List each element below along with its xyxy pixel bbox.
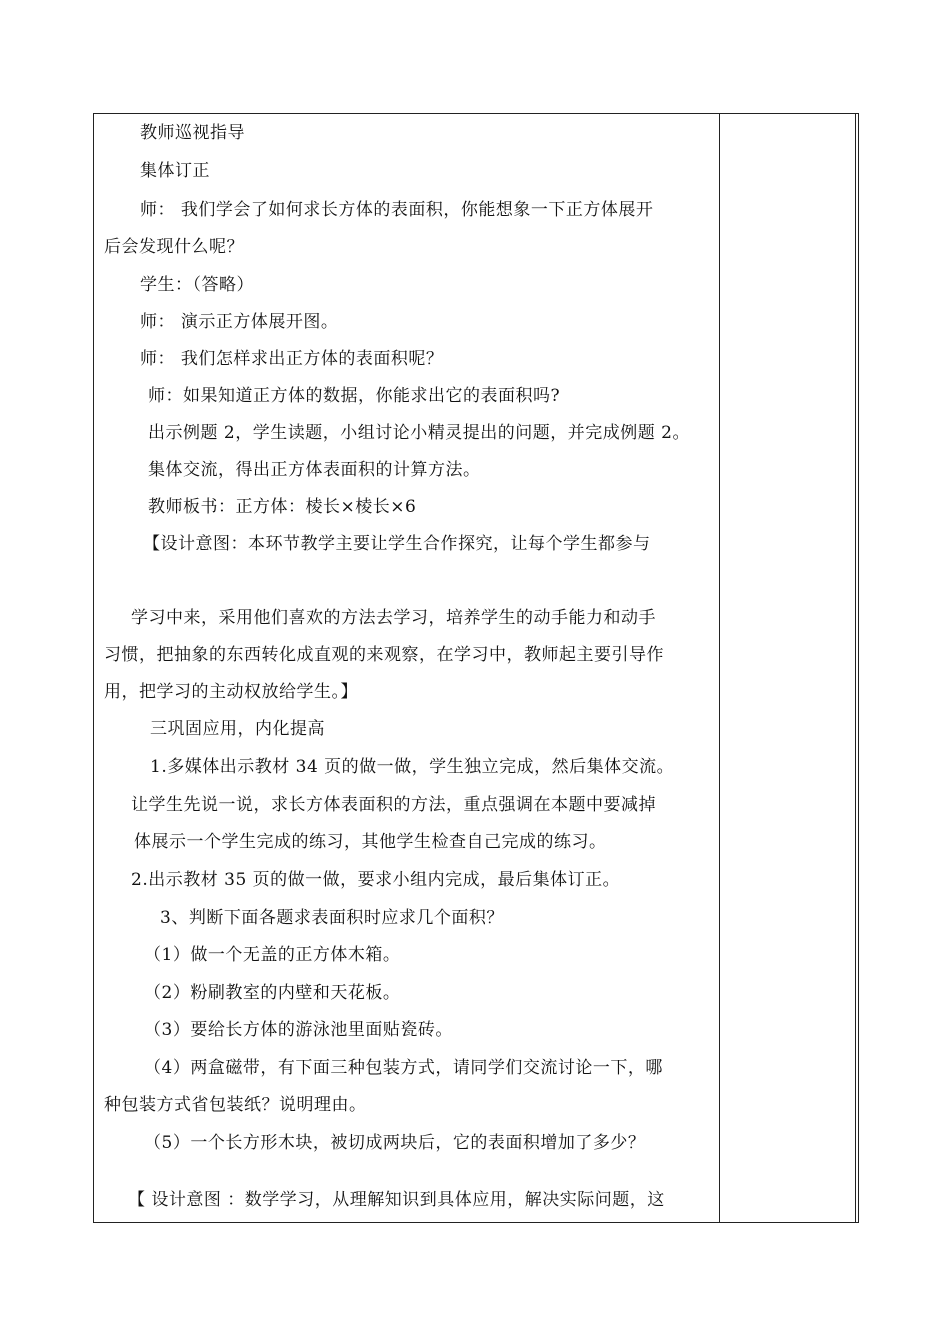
text-line: 三巩固应用，内化提高 bbox=[150, 719, 325, 739]
text-line: 师： 我们学会了如何求长方体的表面积，你能想象一下正方体展开 bbox=[140, 200, 654, 220]
text-line: 师： 我们怎样求出正方体的表面积呢？ bbox=[140, 349, 444, 369]
text-line: （5）一个长方形木块，被切成两块后，它的表面积增加了多少？ bbox=[144, 1133, 646, 1153]
lesson-table bbox=[93, 113, 859, 1223]
text-line: （3）要给长方体的游泳池里面贴瓷砖。 bbox=[144, 1020, 453, 1040]
text-line: 集体交流，得出正方体表面积的计算方法。 bbox=[148, 460, 481, 480]
text-line: 1.多媒体出示教材 34 页的做一做，学生独立完成，然后集体交流。 bbox=[150, 757, 675, 777]
text-line: 习惯，把抽象的东西转化成直观的来观察，在学习中，教师起主要引导作 bbox=[104, 645, 664, 665]
column-divider bbox=[719, 114, 720, 1222]
text-line: （2）粉刷教室的内壁和天花板。 bbox=[144, 983, 401, 1003]
text-line: （4）两盒磁带，有下面三种包装方式，请同学们交流讨论一下，哪 bbox=[144, 1058, 663, 1078]
text-line: （1）做一个无盖的正方体木箱。 bbox=[144, 945, 401, 965]
text-line: 【设计意图：本环节教学主要让学生合作探究，让每个学生都参与 bbox=[143, 534, 651, 554]
text-line: 教师巡视指导 bbox=[140, 123, 245, 143]
text-line: 2.出示教材 35 页的做一做，要求小组内完成，最后集体订正。 bbox=[131, 870, 621, 890]
text-line: 集体订正 bbox=[140, 161, 210, 181]
text-line: 种包装方式省包装纸？说明理由。 bbox=[104, 1095, 367, 1115]
text-line: 师： 演示正方体展开图。 bbox=[140, 312, 339, 332]
text-line: 教师板书：正方体：棱长×棱长×6 bbox=[148, 497, 417, 517]
text-line: 让学生先说一说，求长方体表面积的方法，重点强调在本题中要减掉 bbox=[131, 795, 656, 815]
text-line: 后会发现什么呢？ bbox=[104, 237, 244, 257]
text-line: 师：如果知道正方体的数据，你能求出它的表面积吗? bbox=[148, 386, 561, 406]
text-line: 学习中来，采用他们喜欢的方法去学习，培养学生的动手能力和动手 bbox=[131, 608, 656, 628]
text-line: 出示例题 2，学生读题，小组讨论小精灵提出的问题，并完成例题 2。 bbox=[148, 423, 690, 443]
text-line: 【 设计意图 ：数学学习，从理解知识到具体应用，解决实际问题，这 bbox=[128, 1190, 665, 1210]
text-line: 用，把学习的主动权放给学生。】 bbox=[104, 682, 358, 702]
text-line: 3、判断下面各题求表面积时应求几个面积？ bbox=[160, 908, 504, 928]
text-line: 体展示一个学生完成的练习，其他学生检查自己完成的练习。 bbox=[134, 832, 607, 852]
text-line: 学生：（答略） bbox=[140, 275, 254, 295]
